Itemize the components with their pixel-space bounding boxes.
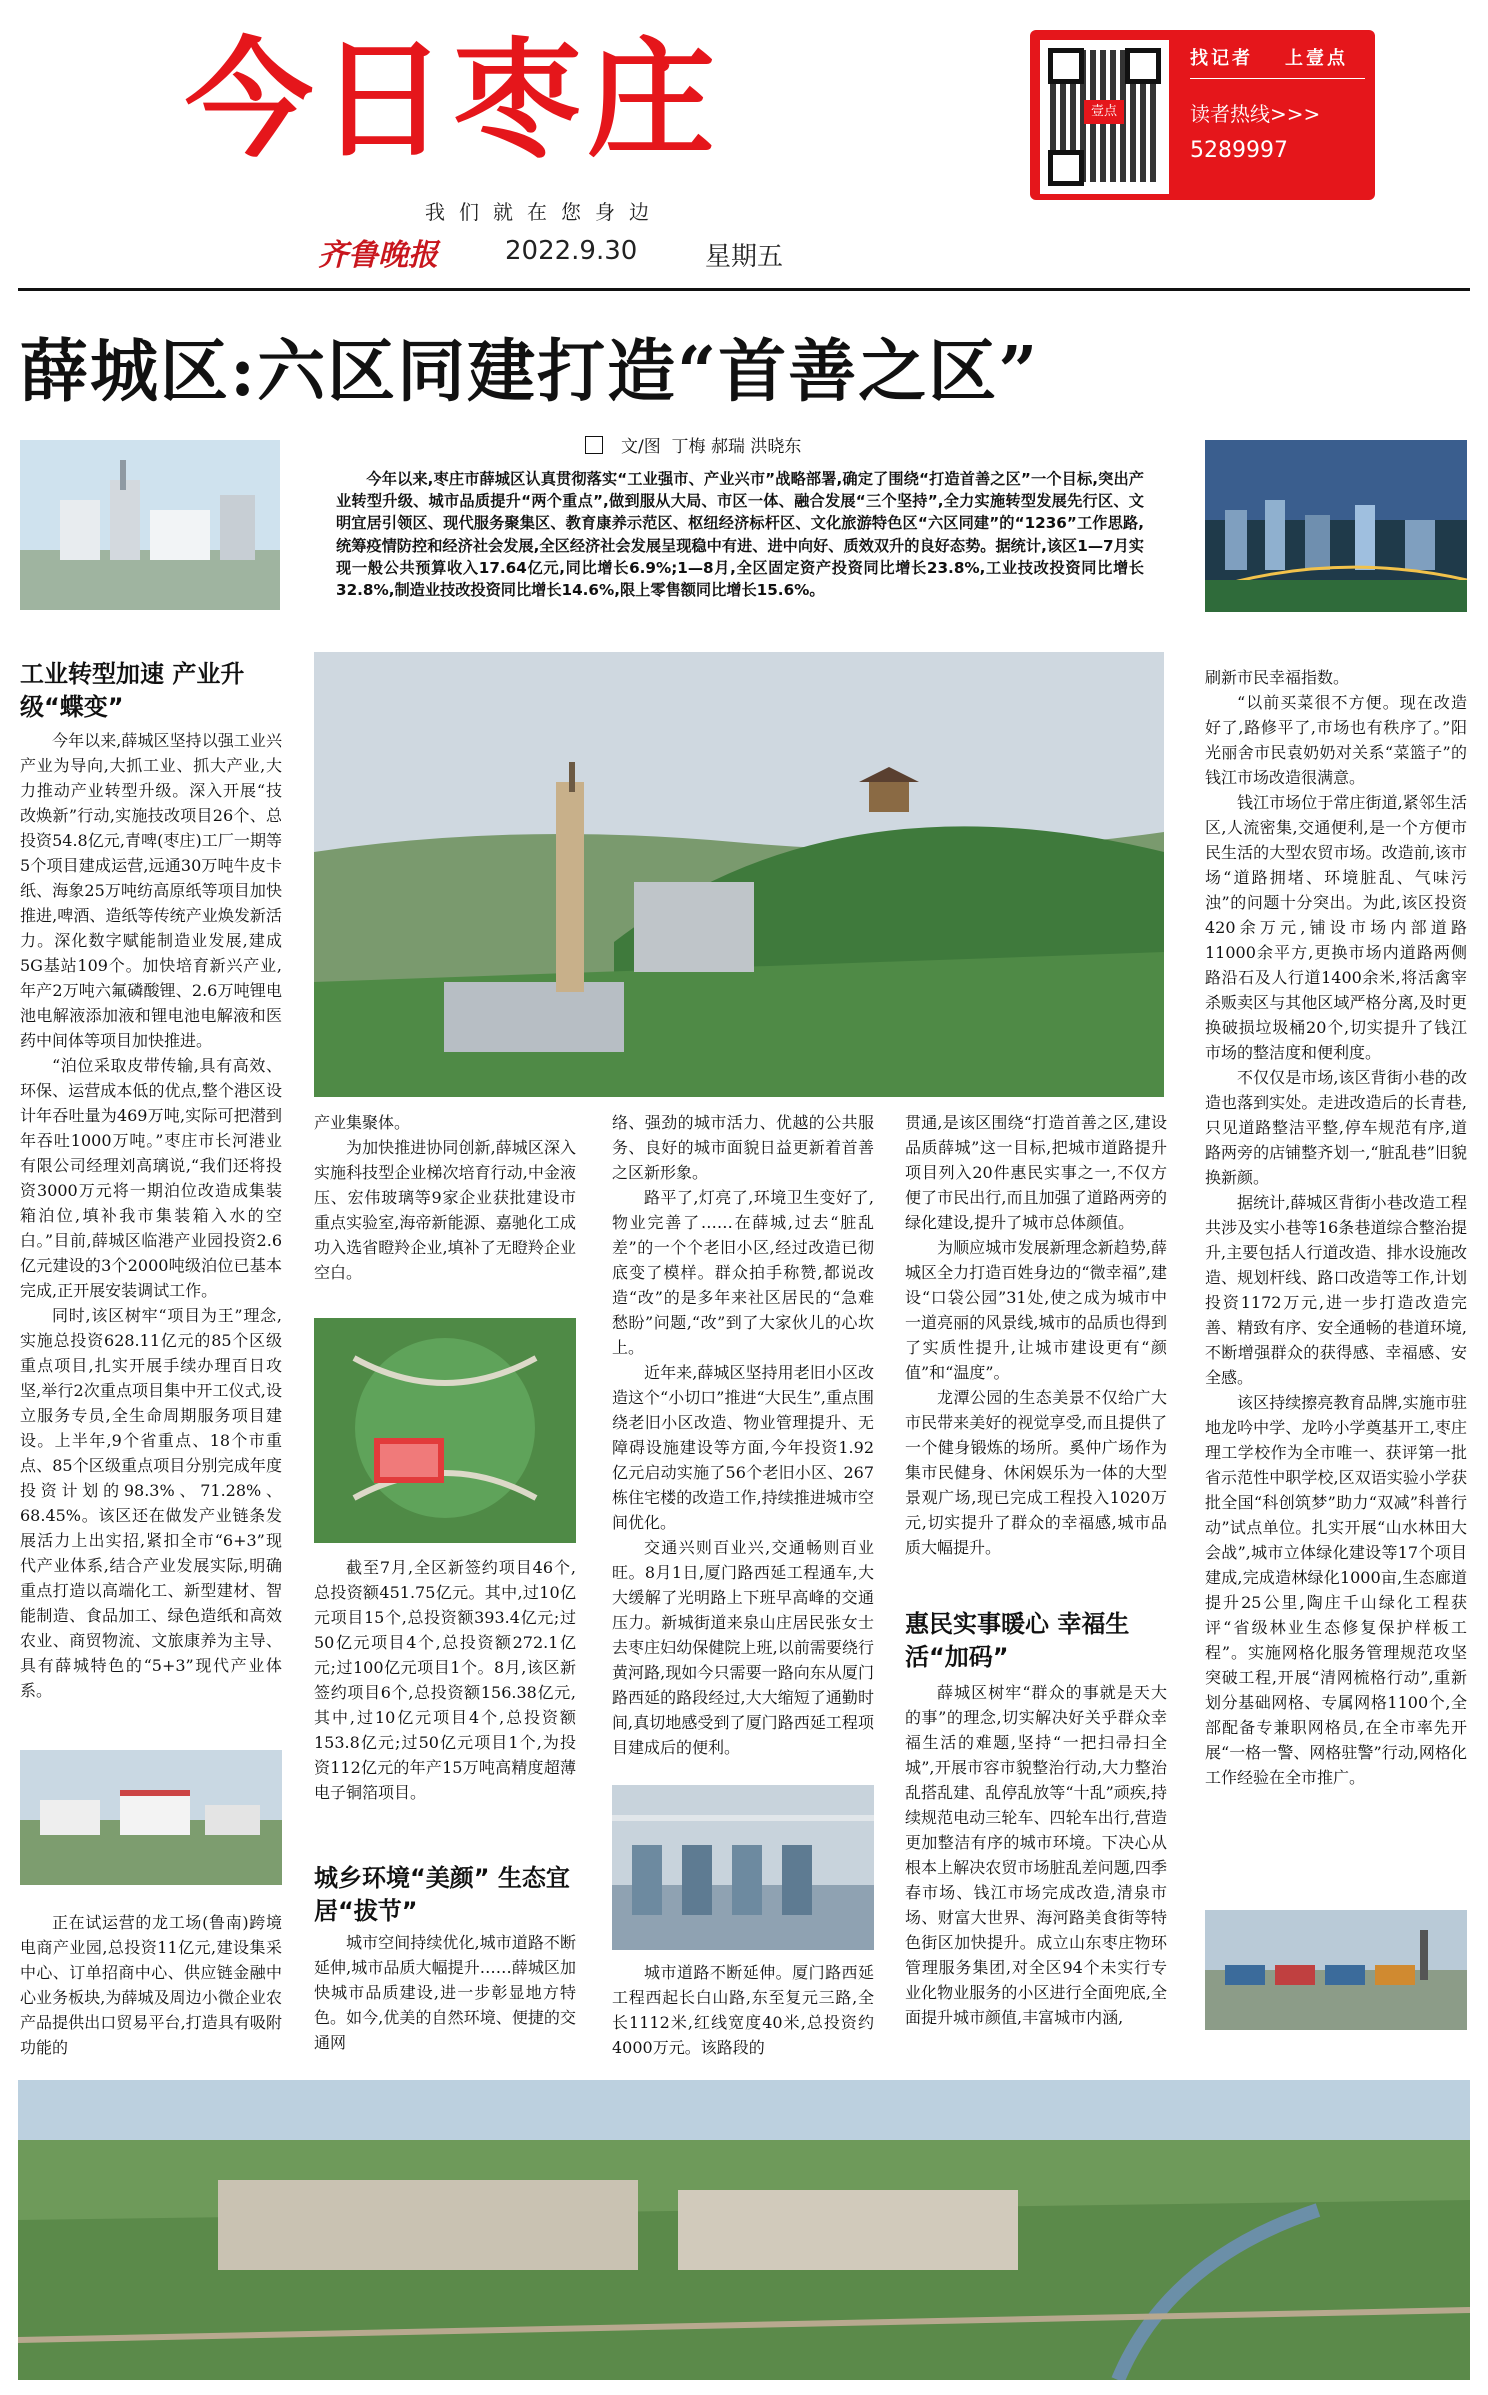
brand-logo: 齐鲁晚报: [318, 238, 438, 273]
paragraph: 城市道路不断延伸。厦门路西延工程西起长白山路,东至复元三路,全长1112米,红线宽度40米,总投资约4000万元。该路段的: [612, 1963, 874, 2057]
section-title-environment: 城乡环境“美颜” 生态宜居“拔节”: [314, 1864, 570, 1925]
paragraph: 同时,该区树牢“项目为王”理念,实施总投资628.11亿元的85个区级重点项目,扎实开展手续办理百日攻坚,举行2次重点项目集中开工仪式,设立服务专员,全生命周期服务项目建设。上半年,9个省重点、18个市重点、85个区级重点项目分别完成年度投资计划的98.3%、71.28%、68.45%。该区还在做发产业链条发展活力上出实招,紧扣全市“6+3”现代产业体系,结合产业发展实际,明确重点打造以高端化工、新型建材、智能制造、食品加工、绿色造纸和高效农业、商贸物流、文旅康养为主导、具有薛城特色的“5+3”现代产业体系。: [20, 1306, 282, 1700]
column-1-tail: [20, 1910, 282, 2060]
photo-ecommerce-park: [20, 1750, 282, 1885]
paragraph: 据统计,薛城区背街小巷改造工程共涉及实小巷等16条巷道综合整治提升,主要包括人行道改造、排水设施改造、规划杆线、路口改造等工作,计划投资1172万元,进一步打造改造完善、精致有序、安全通畅的巷道环境,不断增强群众的获得感、幸福感、安全感。: [1205, 1193, 1467, 1387]
qr-code-icon[interactable]: [1040, 40, 1169, 194]
photo-city-night: [1205, 440, 1467, 612]
section-title-livelihood: 惠民实事暖心 幸福生活“加码”: [905, 1610, 1130, 1671]
paragraph: 刷新市民幸福指数。: [1205, 668, 1350, 687]
paragraph: 钱江市场位于常庄街道,紧邻生活区,人流密集,交通便利,是一个方便市民生活的大型农贸市场。改造前,该市场“道路拥堵、环境脏乱、气味污浊”的问题十分突出。为此,该区投资420余万元,铺设市场内部道路11000余平方,更换市场内道路两侧路沿石及人行道1400余米,将活禽宰杀贩卖区与其他区域严格分离,及时更换破损垃圾桶20个,切实提升了钱江市场的整洁度和便利度。: [1205, 793, 1467, 1062]
paragraph: 近年来,薛城区坚持用老旧小区改造这个“小切口”推进“大民生”,重点围绕老旧小区改造、物业管理提升、无障碍设施建设等方面,今年投资1.92亿元启动实施了56个老旧小区、267栋住宅楼的改造工作,持续推进城市空间优化。: [612, 1363, 874, 1532]
masthead-rule: [18, 288, 1470, 291]
paragraph: 不仅仅是市场,该区背街小巷的改造也落到实处。走进改造后的长青巷,只见道路整洁平整,停车规范有序,道路两旁的店铺整齐划一,“脏乱巷”旧貌换新颜。: [1205, 1068, 1467, 1187]
paragraph: 截至7月,全区新签约项目46个,总投资额451.75亿元。其中,过10亿元项目15个,总投资额393.4亿元;过50亿元项目4个,总投资额272.1亿元;过100亿元项目1个。8月,该区新签约项目6个,总投资额156.38亿元,其中,过10亿元项目4个,总投资额153.8亿元;过50亿元项目1个,为投资112亿元的年产15万吨高精度超薄电子铜箔项目。: [314, 1558, 576, 1802]
hotline-number[interactable]: 5289997: [1190, 138, 1288, 163]
photo-industrial-plant: [20, 440, 280, 610]
issue-date: 2022.9.30: [505, 236, 638, 266]
hotline-label: 读者热线>>>: [1190, 102, 1321, 126]
paragraph: 龙潭公园的生态美景不仅给广大市民带来美好的视觉享受,而且提供了一个健身锻炼的场所。奚仲广场作为集市民健身、休闲娱乐为一体的大型景观广场,现已完成工程投入1020万元,切实提升了群众的幸福感,城市品质大幅提升。: [905, 1388, 1167, 1557]
byline: [585, 432, 801, 457]
column-2-top: [314, 1110, 576, 1285]
paragraph: 正在试运营的龙工场(鲁南)跨境电商产业园,总投资11亿元,建设集采中心、订单招商中心、供应链金融中心业务板块,为薛城及周边小微企业农产品提供出口贸易平台,打造具有吸附功能的: [20, 1913, 282, 2057]
paragraph: 络、强劲的城市活力、优越的公共服务、良好的城市面貌日益更新着首善之区新形象。: [612, 1113, 874, 1182]
lead-paragraph: 今年以来,枣庄市薛城区认真贯彻落实“工业强市、产业兴市”战略部署,确定了围绕“打造首善之区”一个目标,突出产业转型升级、城市品质提升“两个重点”,做到服从大局、市区一体、融合发展“三个坚持”,全力实施转型发展先行区、文明宜居引领区、现代服务聚集区、教育康养示范区、枢纽经济标杆区、文化旅游特色区“六区同建”的“1236”工作思路,统筹疫情防控和经济社会发展,全区经济社会发展呈现稳中有进、进中向好、质效双升的良好态势。据统计,该区1—7月实现一般公共预算收入17.64亿元,同比增长6.9%;1—8月,全区固定资产投资同比增长23.8%,工业技改投资同比增长32.8%,制造业技改投资同比增长14.6%,限上零售额同比增长15.6%。: [336, 470, 1144, 600]
find-reporter-label: 找记者: [1190, 48, 1253, 69]
column-3-tail: [612, 1960, 874, 2060]
column-2-mid: [314, 1555, 576, 1805]
paragraph: “以前买菜很不方便。现在改造好了,路修平了,市场也有秩序了。”阳光丽舍市民袁奶奶对关系“菜篮子”的钱江市场改造很满意。: [1205, 693, 1467, 787]
photo-pocket-park: [314, 1318, 576, 1543]
masthead-slogan: 我们就在您身边: [425, 200, 663, 224]
paragraph: 贯通,是该区围绕“打造首善之区,建设品质薛城”这一目标,把城市道路提升项目列入20件惠民实事之一,不仅方便了市民出行,而且加强了道路两旁的绿化建设,提升了城市总体颜值。: [905, 1113, 1167, 1232]
photo-logistics-port: [1205, 1910, 1467, 2030]
paragraph: 该区持续擦亮教育品牌,实施市驻地龙吟中学、龙吟小学奠基开工,枣庄理工学校作为全市唯一、获评第一批省示范性中职学校,区双语实验小学获批全国“科创筑梦”助力“双减”科普行动”试点单位。扎实开展“山水林田大会战”,城市立体绿化建设等17个项目建成,完成造林绿化1000亩,生态廊道提升25公里,陶庄千山绿化工程获评“省级林业生态修复保护样板工程”。实施网格化服务管理规范攻坚突破工程,开展“清网梳格行动”,重新划分基础网格、专属网格1100个,全部配备专兼职网格员,在全市率先开展“一格一警、网格驻警”行动,网格化工作经验在全市推广。: [1205, 1393, 1467, 1787]
photo-rural-aerial: [18, 2080, 1470, 2380]
paragraph: 为顺应城市发展新理念新趋势,薛城区全力打造百姓身边的“微幸福”,建设“口袋公园”31处,使之成为城市中一道亮丽的风景线,城市的品质也得到了实质性提升,让城市建设更有“颜值”和“温度”。: [905, 1238, 1167, 1382]
byline-box-icon: [585, 436, 603, 454]
paragraph: 交通兴则百业兴,交通畅则百业旺。8月1日,厦门路西延工程通车,大大缓解了光明路上下班早高峰的交通压力。新城街道来泉山庄居民张女士去枣庄妇幼保健院上班,以前需要绕行黄河路,现如今只需要一路向东从厦门路西延的路段经过,大大缩短了通勤时间,真切地感受到了厦门路西延工程项目建成后的便利。: [612, 1538, 874, 1757]
paragraph: 今年以来,薛城区坚持以强工业兴产业为导向,大抓工业、抓大产业,大力推动产业转型升级。深入开展“技改焕新”行动,实施技改项目26个、总投资54.8亿元,青啤(枣庄)工厂一期等5个项目建成运营,远通30万吨牛皮卡纸、海象25万吨纺高原纸等项目加快推进,啤酒、造纸等传统产业焕发新活力。深化数字赋能制造业发展,建成5G基站109个。加快培育新兴产业,年产2万吨六氟磷酸锂、2.6万吨锂电池电解液添加液和锂电池电解液和医药中间体等项目加快推进。: [20, 731, 282, 1050]
column-2-tail: [314, 1930, 576, 2055]
issue-weekday: 星期五: [705, 242, 784, 272]
paragraph: 产业集聚体。: [314, 1113, 411, 1132]
byline-authors: 丁梅 郝瑞 洪晓东: [671, 437, 802, 457]
hotline-divider: [1190, 78, 1365, 79]
column-1: [20, 728, 282, 1703]
column-3: [612, 1110, 874, 1760]
paragraph: 薛城区树牢“群众的事就是天大的事”的理念,切实解决好关乎群众幸福生活的难题,坚持“一把扫帚扫全城”,开展市容市貌整治行动,大力整治乱搭乱建、乱停乱放等“十乱”顽疾,持续规范电动三轮车、四轮车出行,营造更加整洁有序的城市环境。下决心从根本上解决农贸市场脏乱差问题,四季春市场、钱江市场完成改造,清泉市场、财富大世界、海河路美食街等特色街区加快提升。成立山东枣庄物环管理服务集团,对全区94个未实行专业化物业服务的小区进行全面兜底,全面提升城市颜值,丰富城市内涵,: [905, 1683, 1167, 2027]
byline-prefix: 文/图: [621, 437, 661, 457]
column-5: [1205, 665, 1467, 1790]
column-4: [905, 1110, 1167, 1560]
paragraph: “泊位采取皮带传输,具有高效、环保、运营成本低的优点,整个港区设计年吞吐量为469万吨,实际可把潜到年吞吐1000万吨。”枣庄市长河港业有限公司经理刘高璃说,“我们还将投资3000万元将一期泊位改造成集装箱泊位,填补我市集装箱入水的空白。”目前,薛城区临港产业园投资2.6亿元建设的3个2000吨级泊位已基本完成,正开展安装调试工作。: [20, 1056, 282, 1300]
photo-monument-park: [314, 652, 1164, 1097]
paragraph: 城市空间持续优化,城市道路不断延伸,城市品质大幅提升……薛城区加快城市品质建设,进一步彰显地方特色。如今,优美的自然环境、便捷的交通网: [314, 1933, 576, 2052]
section-title-industry: 工业转型加速 产业升级“蝶变”: [20, 660, 245, 721]
paragraph: 路平了,灯亮了,环境卫生变好了,物业完善了……在薛城,过去“脏乱差”的一个个老旧小区,经过改造已彻底变了模样。群众拍手称赞,都说改造“改”的是多年来社区居民的“急难愁盼”问题,“改”到了大家伙儿的心坎上。: [612, 1188, 874, 1357]
paragraph: 为加快推进协同创新,薛城区深入实施科技型企业梯次培育行动,中金液压、宏伟玻璃等9家企业获批建设市重点实验室,海帝新能源、嘉驰化工成功入选省瞪羚企业,填补了无瞪羚企业空白。: [314, 1138, 576, 1282]
photo-factory-interior: [612, 1785, 874, 1950]
app-name-label: 上壹点: [1285, 48, 1348, 69]
column-4-bottom: [905, 1680, 1167, 2030]
masthead-title: 今日枣庄: [185, 26, 722, 175]
qr-caption: 壹点: [1084, 100, 1124, 124]
headline: 薛城区:六区同建打造“首善之区”: [20, 332, 1040, 412]
